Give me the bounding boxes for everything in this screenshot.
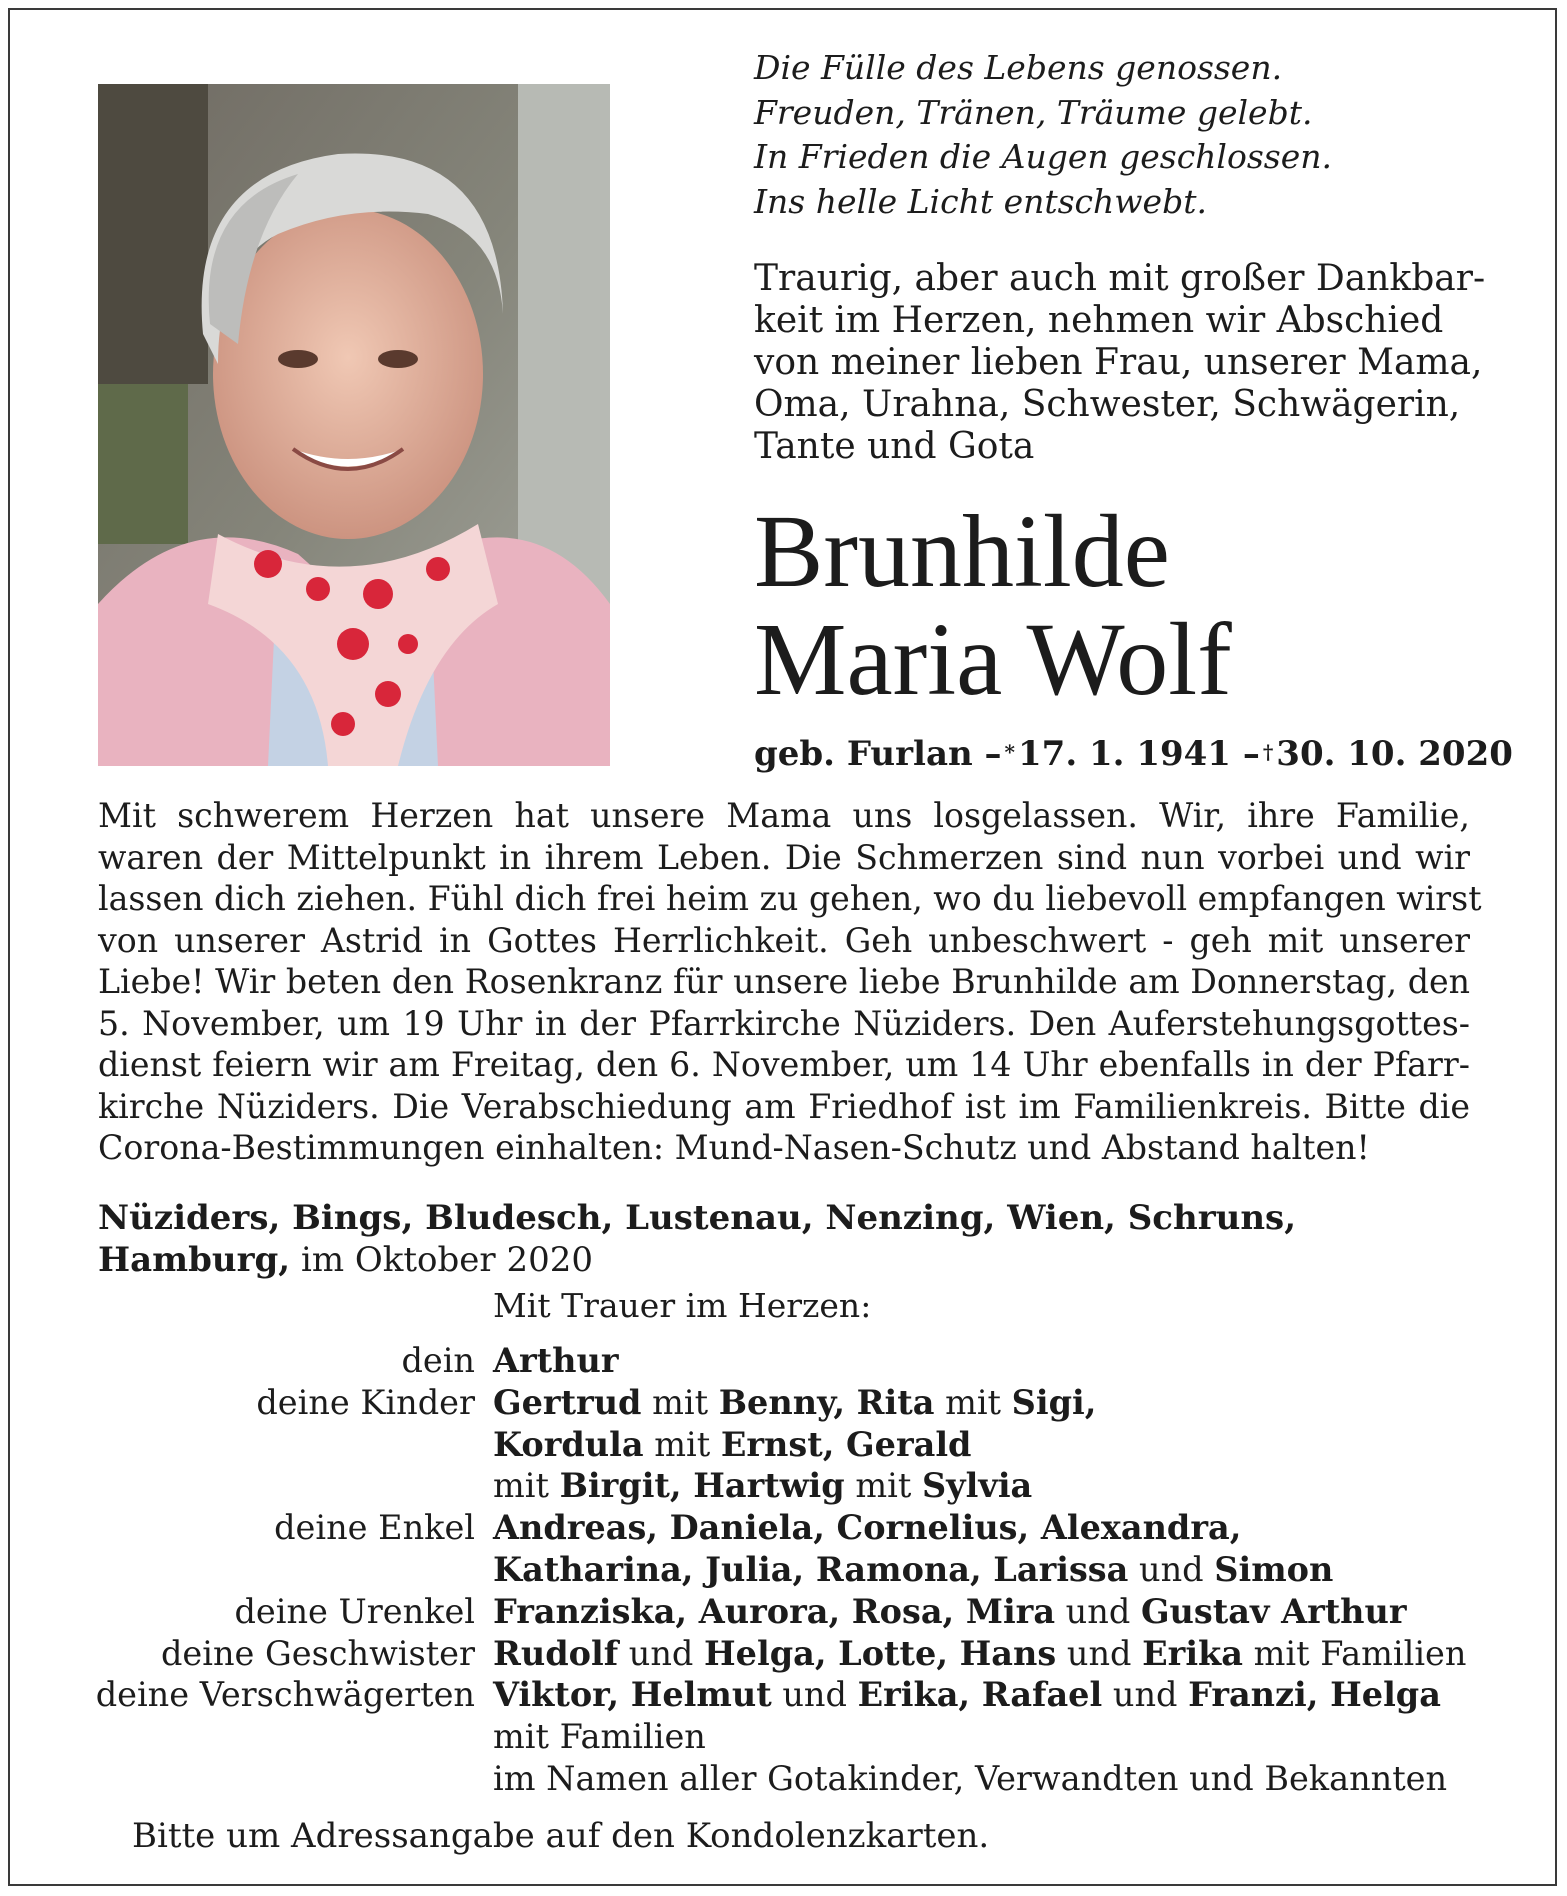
family-row — [0, 1633, 1567, 1675]
places-line: Nüziders, Bings, Bludesch, Lustenau, Nenzing, Wien, Schruns, — [98, 1198, 1297, 1238]
family-row — [0, 1424, 1567, 1466]
person-name: Simon — [1214, 1549, 1334, 1589]
family-row — [0, 1591, 1567, 1633]
person-name: Gertrud — [493, 1382, 642, 1422]
footer-note: Bitte um Adressangabe auf den Kondolenzkarten. — [132, 1816, 990, 1856]
poem-line: In Frieden die Augen geschlossen. — [754, 137, 1332, 176]
poem-line: Freuden, Tränen, Träume gelebt. — [754, 92, 1313, 132]
mourning-heading: Mit Trauer im Herzen: — [493, 1286, 872, 1325]
person-name: Benny, Rita — [718, 1382, 935, 1422]
main-line: waren der Mittelpunkt in ihrem Leben. Die Schmerzen sind nun vorbei und wir — [98, 837, 1470, 877]
places-line-bold: Hamburg, — [98, 1240, 291, 1280]
intro-text — [754, 258, 1486, 468]
relation-names — [493, 1424, 971, 1466]
person-name: Sigi, — [1011, 1382, 1097, 1422]
person-name: Franziska, Aurora, Rosa, Mira — [493, 1591, 1056, 1631]
relation-names — [493, 1758, 1447, 1800]
family-row — [0, 1716, 1567, 1758]
connector-text: mit — [641, 1382, 719, 1422]
relation-label: deine Verschwägerten — [95, 1675, 475, 1715]
main-line: Corona-Bestimmungen einhalten: Mund-Nasen-Schutz und Abstand halten! — [98, 1128, 1370, 1167]
person-name: Viktor, Helmut — [493, 1675, 772, 1715]
relation-names — [493, 1382, 1096, 1424]
person-name: Arthur — [493, 1341, 619, 1380]
person-name: Kordula — [493, 1424, 644, 1464]
dash: – — [984, 734, 1002, 774]
family-row — [0, 1465, 1567, 1507]
connector-text: mit Familien — [1242, 1633, 1467, 1673]
person-name: Helga, Lotte, Hans — [704, 1633, 1057, 1673]
connector-text: mit — [493, 1466, 560, 1506]
life-dates — [754, 734, 1513, 774]
person-name: Erika — [1142, 1633, 1243, 1673]
relation-names — [493, 1340, 618, 1382]
relation-names — [493, 1716, 706, 1758]
connector-text: im Namen aller Gotakinder, Verwandten und Bekannten — [493, 1758, 1448, 1798]
family-row — [0, 1758, 1567, 1800]
name-second: Maria Wolf — [754, 602, 1232, 717]
relation-label: deine Kinder — [256, 1382, 475, 1422]
person-name: Birgit, Hartwig — [559, 1466, 845, 1506]
main-line: Mit schwerem Herzen hat unsere Mama uns losgelassen. Wir, ihre Familie, — [98, 796, 1470, 835]
connector-text: mit — [934, 1382, 1012, 1422]
connector-text: und — [1102, 1675, 1189, 1715]
connector-text: mit — [844, 1466, 922, 1506]
main-line: kirche Nüziders. Die Verabschiedung am Friedhof ist im Familienkreis. Bitte die — [98, 1086, 1470, 1126]
portrait-photo — [98, 84, 610, 766]
relation-label: dein — [401, 1341, 475, 1380]
main-text — [98, 795, 1482, 1169]
name-first: Brunhilde — [754, 494, 1170, 609]
family-row — [0, 1382, 1567, 1424]
person-name: Gustav Arthur — [1140, 1591, 1407, 1631]
person-name: Franzi, Helga — [1188, 1675, 1441, 1715]
relation-names — [493, 1507, 1241, 1549]
poem-line: Ins helle Licht entschwebt. — [754, 181, 1207, 221]
birth-date: 17. 1. 1941 — [1018, 734, 1231, 774]
relation-names — [493, 1549, 1333, 1591]
relation-names — [493, 1591, 1407, 1633]
connector-text: und — [618, 1633, 705, 1673]
main-line: Liebe! Wir beten den Rosenkranz für unsere liebe Brunhilde am Donnerstag, den — [98, 962, 1470, 1001]
relation-label: deine Urenkel — [234, 1591, 475, 1631]
relation-label: deine Geschwister — [160, 1633, 475, 1673]
intro-line: Oma, Urahna, Schwester, Schwägerin, — [754, 384, 1461, 425]
intro-line: keit im Herzen, nehmen wir Abschied — [754, 300, 1444, 341]
intro-line: Tante und Gota — [754, 426, 1035, 467]
person-name: Andreas, Daniela, Cornelius, Alexandra, — [493, 1508, 1242, 1548]
relation-label: deine Enkel — [274, 1508, 475, 1548]
family-row — [0, 1507, 1567, 1549]
family-row — [0, 1549, 1567, 1591]
connector-text: und — [771, 1675, 858, 1715]
connector-text: und — [1055, 1591, 1141, 1631]
intro-line: von meiner lieben Frau, unserer Mama, — [754, 342, 1483, 383]
family-row — [0, 1674, 1567, 1716]
family-row — [0, 1340, 1567, 1382]
connector-text: mit Familien — [493, 1717, 706, 1757]
poem — [754, 46, 1332, 224]
relation-names — [493, 1674, 1441, 1716]
person-name: Erika, Rafael — [857, 1675, 1103, 1715]
main-line: von unserer Astrid in Gottes Herrlichkeit. Geh unbeschwert - geh mit unserer — [98, 920, 1470, 960]
person-name: Ernst, Gerald — [720, 1424, 972, 1464]
relation-names — [493, 1465, 1032, 1507]
relation-names — [493, 1633, 1466, 1675]
main-line: 5. November, um 19 Uhr in der Pfarrkirche Nüziders. Den Auferstehungsgottes- — [98, 1003, 1470, 1043]
connector-text: mit — [643, 1424, 721, 1464]
person-name: Katharina, Julia, Ramona, Larissa — [493, 1549, 1129, 1589]
portrait-illustration — [98, 84, 610, 766]
main-line: lassen dich ziehen. Fühl dich frei heim zu gehen, wo du liebevoll empfangen wirst — [98, 879, 1482, 918]
places-and-date — [98, 1197, 1296, 1281]
poem-line: Die Fülle des Lebens genossen. — [754, 48, 1283, 87]
person-name: Sylvia — [921, 1466, 1033, 1506]
birth-star-icon: * — [1004, 740, 1016, 764]
connector-text: und — [1056, 1633, 1143, 1673]
dash: – — [1242, 734, 1260, 774]
family-list — [0, 1340, 1567, 1800]
places-date: im Oktober 2020 — [290, 1240, 593, 1280]
maiden-name: geb. Furlan — [754, 734, 973, 774]
deceased-name — [754, 494, 1232, 717]
death-cross-icon: † — [1262, 740, 1274, 764]
main-line: dienst feiern wir am Freitag, den 6. November, um 14 Uhr ebenfalls in der Pfarr- — [98, 1045, 1470, 1084]
connector-text: und — [1128, 1549, 1215, 1589]
death-date: 30. 10. 2020 — [1276, 734, 1513, 774]
person-name: Rudolf — [493, 1633, 619, 1673]
intro-line: Traurig, aber auch mit großer Dankbar- — [754, 258, 1486, 299]
